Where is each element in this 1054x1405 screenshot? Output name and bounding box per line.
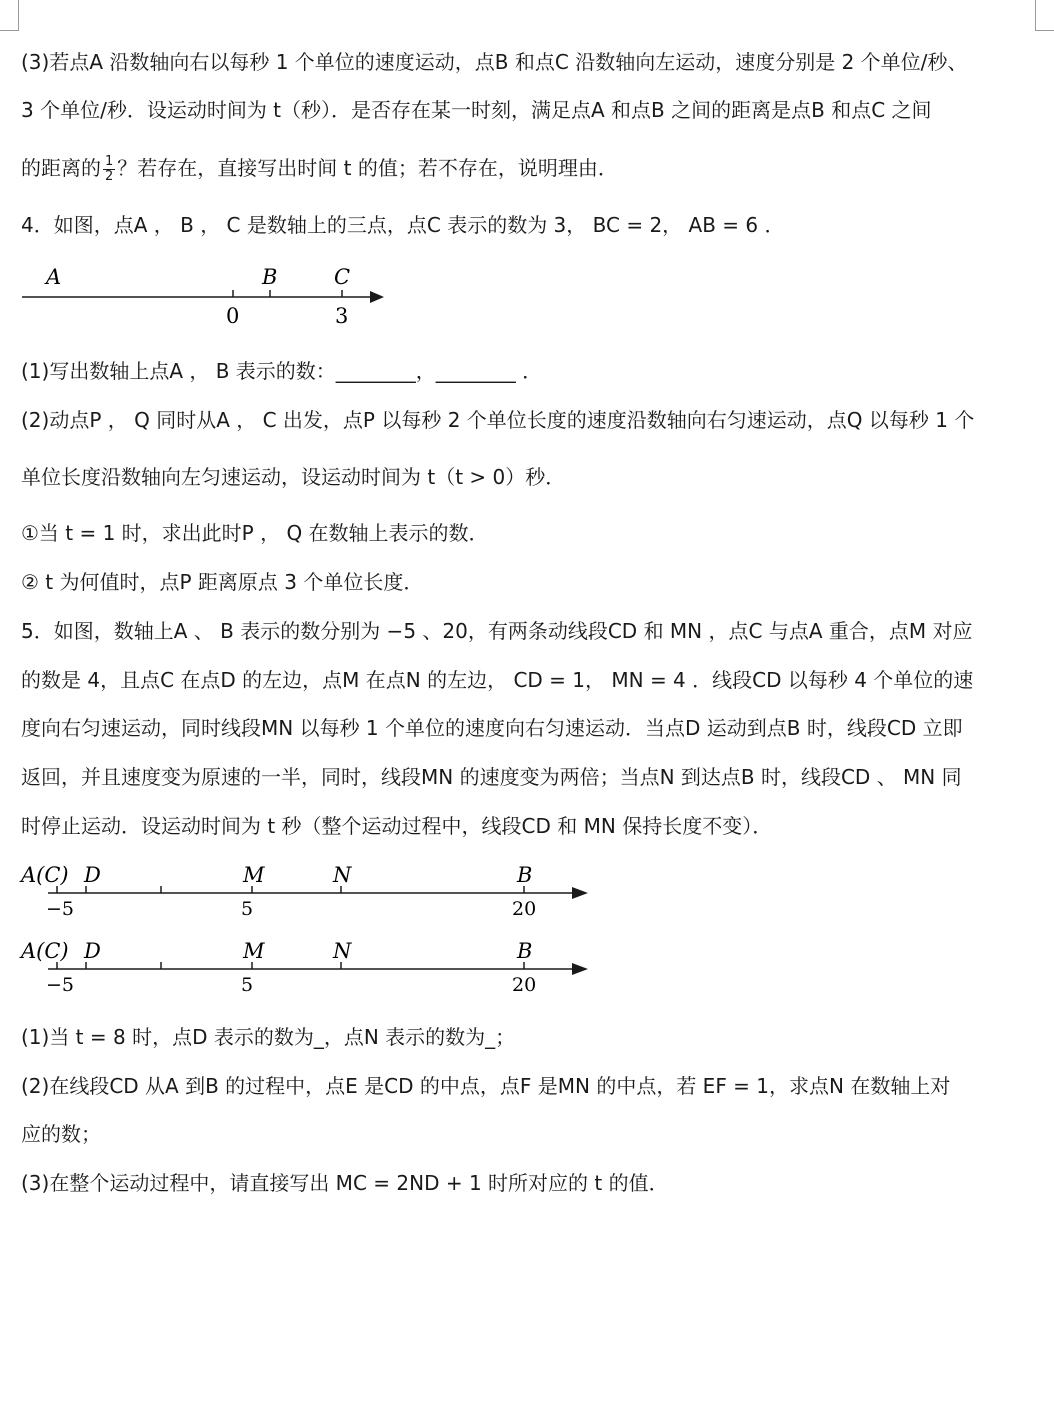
q4-stem: 4．如图，点A ， B ， C 是数轴上的三点，点C 表示的数为 3， BC = 2， AB = 6 ．: [21, 213, 785, 237]
q4-axis-arrow-icon: [370, 291, 384, 303]
q5-part2-line1: (2)在线段CD 从A 到B 的过程中，点E 是CD 的中点，点F 是MN 的中点，若 EF = 1，求点N 在数轴上对: [21, 1074, 951, 1098]
q5-line1-label-B: B: [517, 863, 533, 887]
q5-line4: 返回，并且速度变为原速的一半，同时，线段MN 的速度变为两倍；当点N 到达点B 时，线段CD 、 MN 同: [21, 765, 962, 789]
q5-line2-tick-label-5: 5: [241, 974, 254, 996]
q5-line5: 时停止运动．设运动时间为 t 秒（整个运动过程中，线段CD 和 MN 保持长度不变）．: [21, 814, 773, 838]
q5-line3: 度向右匀速运动，同时线段MN 以每秒 1 个单位的速度向右匀速运动．当点D 运动到点B 时，线段CD 立即: [21, 716, 963, 740]
q4-part2-line1: (2)动点P ， Q 同时从A ， C 出发，点P 以每秒 2 个单位长度的速度沿数轴向右匀速运动，点Q 以每秒 1 个: [21, 408, 975, 432]
q4-sub1: ①当 t = 1 时，求出此时P ， Q 在数轴上表示的数．: [21, 521, 489, 545]
q5-line2-arrow-icon: [572, 963, 588, 975]
q5-line1-tick-label-5: 5: [241, 898, 254, 920]
page-corner-mark-left: [0, 0, 19, 31]
q5-line2-label-B: B: [517, 939, 533, 963]
q5-line2-label-M: M: [243, 939, 265, 963]
q5-line2: 的数是 4，且点C 在点D 的左边，点M 在点N 的左边， CD = 1， MN = 4 ．线段CD 以每秒 4 个单位的速: [21, 668, 974, 692]
q4-number-line: [22, 265, 384, 328]
q5-line1-arrow-icon: [572, 887, 588, 899]
q5-line1-tick-label-20: 20: [512, 898, 537, 920]
one-half-fraction: $\frac{1}{2}$: [105, 154, 114, 184]
q5-line2-label-D: D: [84, 939, 101, 963]
q4-label-B: B: [262, 265, 278, 289]
q5-line2-tick-label-20: 20: [512, 974, 537, 996]
q3-part3-line2: 3 个单位/秒．设运动时间为 t（秒）．是否存在某一时刻，满足点A 和点B 之间的距离是点B 和点C 之间: [21, 98, 932, 122]
q5-line2-label-AC: A(C): [21, 939, 69, 963]
q5-number-line-2: [19, 939, 588, 996]
q4-tick-label-0: 0: [226, 304, 240, 328]
q3-part3-line3: [21, 154, 618, 184]
page-corner-mark-right: [1035, 0, 1054, 31]
q5-line1: 5．如图，数轴上A 、 B 表示的数分别为 −5 、20，有两条动线段CD 和 MN ，点C 与点A 重合，点M 对应: [21, 619, 973, 643]
q5-line1-tick-label-neg5: −5: [46, 898, 75, 920]
q4-label-C: C: [334, 265, 351, 289]
q5-line1-label-AC: A(C): [21, 863, 69, 887]
q4-sub2: ② t 为何值时，点P 距离原点 3 个单位长度．: [21, 570, 424, 594]
q5-number-line-1: [19, 863, 588, 920]
q5-part3: (3)在整个运动过程中，请直接写出 MC = 2ND + 1 时所对应的 t 的值．: [21, 1171, 669, 1195]
q4-part1: (1)写出数轴上点A ， B 表示的数：________，________ ．: [21, 359, 543, 383]
q4-label-A: A: [46, 265, 62, 289]
q5-line1-label-M: M: [243, 863, 265, 887]
q5-line2-label-N: N: [333, 939, 352, 963]
q3-part3-line3-pre: 的距离的: [21, 156, 101, 180]
q5-part1: (1)当 t = 8 时，点D 表示的数为_，点N 表示的数为_；: [21, 1025, 516, 1049]
q5-line1-label-N: N: [333, 863, 352, 887]
q4-part2-line2: 单位长度沿数轴向左匀速运动，设运动时间为 t（t > 0）秒．: [21, 465, 566, 489]
q3-part3-line1: (3)若点A 沿数轴向右以每秒 1 个单位的速度运动，点B 和点C 沿数轴向左运动，速度分别是 2 个单位/秒、: [21, 50, 968, 74]
q3-part3-line3-post: ？若存在，直接写出时间 t 的值；若不存在，说明理由．: [117, 156, 618, 180]
q5-line2-tick-label-neg5: −5: [46, 974, 75, 996]
q4-tick-label-3: 3: [335, 304, 349, 328]
q5-part2-line2: 应的数；: [21, 1122, 101, 1146]
q5-line1-label-D: D: [84, 863, 101, 887]
